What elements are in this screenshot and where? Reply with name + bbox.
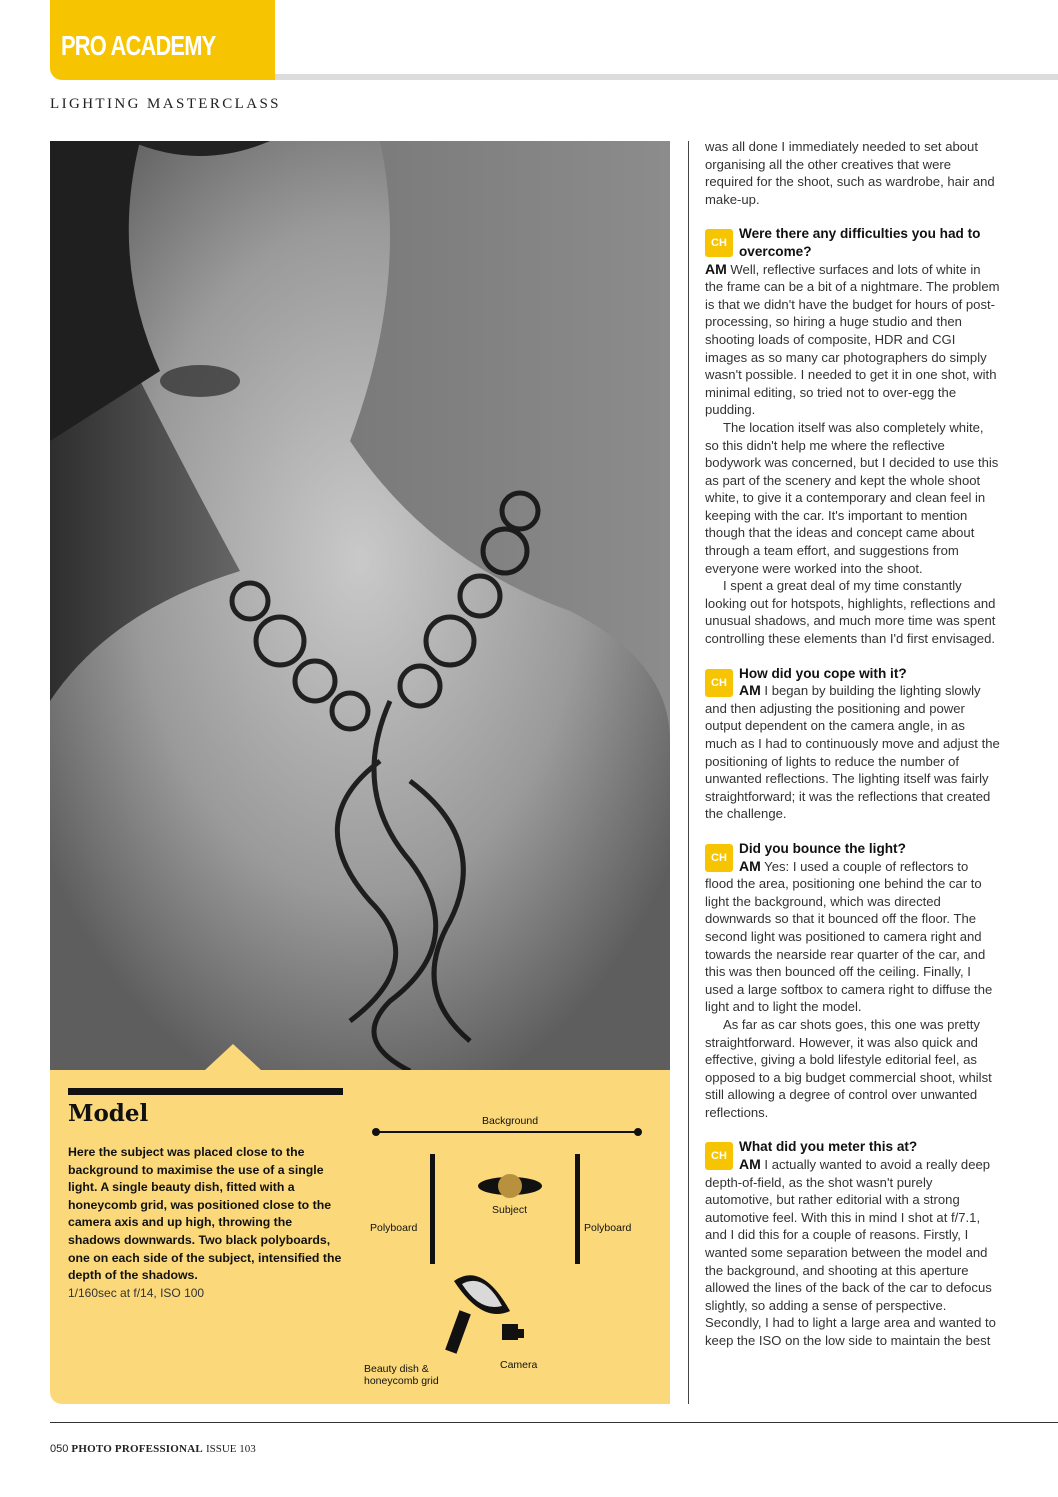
question: How did you cope with it? bbox=[739, 665, 907, 681]
infobox-title: Model bbox=[68, 1100, 149, 1127]
infobox-description: Here the subject was placed close to the background to maximise the use of a single light. A single beauty dish, fitted with a honeycomb grid, was positioned close to the camera axis and up high, throwing the shadows downwards. Two black polyboards, one on each side of the subject, intensified the depth of the shadows. bbox=[68, 1145, 342, 1283]
background-end-left bbox=[372, 1128, 380, 1136]
camera-lens bbox=[518, 1329, 524, 1338]
answer-paragraph: As far as car shots goes, this one was pretty straightforward. However, it was also quick and effective, giving a bold lifestyle editorial feel, as opposed to a big budget commercial shoot, whilst still allowing a degree of control over unwanted reflections. bbox=[705, 1016, 992, 1120]
camera-icon bbox=[502, 1324, 518, 1340]
answer-label: AM bbox=[705, 260, 727, 277]
article-intro: was all done I immediately needed to set about organising all the other creatives that were required for the shoot, such as wardrobe, hair and make-up. bbox=[705, 139, 995, 207]
qa-block bbox=[705, 665, 1000, 823]
answer-label: AM bbox=[739, 682, 761, 699]
qa-block bbox=[705, 1138, 1000, 1349]
diagram-label-polyboard-right: Polyboard bbox=[584, 1222, 632, 1234]
beauty-dish-stand bbox=[445, 1310, 471, 1354]
question: What did you meter this at? bbox=[739, 1139, 918, 1155]
header-rule bbox=[275, 74, 1058, 80]
ch-badge: CH bbox=[705, 669, 733, 697]
model-infobox bbox=[50, 1070, 670, 1404]
answer-paragraph: I spent a great deal of my time constantly looking out for hotspots, highlights, reflections and unusual shadows, and much more time was spent controlling these elements than I'd first envisaged. bbox=[705, 578, 996, 647]
model-photo bbox=[50, 141, 670, 1071]
ch-badge: CH bbox=[705, 1142, 733, 1170]
article-text bbox=[705, 138, 1000, 1350]
ch-badge: CH bbox=[705, 844, 733, 872]
diagram-label-beauty-dish-2: honeycomb grid bbox=[364, 1375, 439, 1387]
polyboard-left bbox=[430, 1154, 435, 1264]
issue-number: ISSUE 103 bbox=[205, 1443, 256, 1455]
lighting-diagram bbox=[362, 1106, 662, 1396]
answer-text: I began by building the lighting slowly and then adjusting the positioning and power output dependent on the camera angle, in as much as I had to continuously move and adjust the positioning of lights to reduce the number of unwanted reflections. The lighting itself was fairly straightforward; it was the reflections that created the challenge. bbox=[705, 683, 1000, 822]
diagram-label-polyboard-left: Polyboard bbox=[370, 1222, 418, 1234]
diagram-label-background: Background bbox=[482, 1115, 539, 1127]
infobox-bar bbox=[68, 1088, 343, 1095]
question: Did you bounce the light? bbox=[739, 840, 906, 856]
answer bbox=[705, 858, 1000, 1016]
answer-paragraph: The location itself was also completely white, so this didn't help me where the reflective bodywork was concerned, but I decided to use this as part of the scenery and kept the whole shoot white, to give it a contemporary and clean feel in keeping with the car. It's important to mention though that the ideas and concept came about through a team effort, and suggestions from everyone were worked into the shoot. bbox=[705, 419, 999, 576]
diagram-label-subject: Subject bbox=[492, 1204, 528, 1216]
subject-head bbox=[498, 1174, 522, 1198]
page-number: 050 bbox=[50, 1443, 69, 1455]
answer bbox=[705, 261, 1000, 419]
section-tab bbox=[50, 0, 275, 80]
background-end-right bbox=[634, 1128, 642, 1136]
page-footer bbox=[50, 1443, 256, 1455]
ch-badge: CH bbox=[705, 229, 733, 257]
section-subtitle: LIGHTING MASTERCLASS bbox=[50, 96, 281, 112]
answer-label: AM bbox=[739, 1156, 761, 1173]
model-photo-illustration bbox=[50, 141, 670, 1071]
question: Were there any difficulties you had to overcome? bbox=[739, 226, 981, 259]
qa-block bbox=[705, 840, 1000, 1122]
diagram-label-beauty-dish-1: Beauty dish & bbox=[364, 1363, 429, 1375]
answer-text: I actually wanted to avoid a really deep depth-of-field, as the shot wasn't purely automotive, but rather editorial with a strong automotive feel. With this in mind I shot at f/7.1, and I did this for a couple of reasons. Firstly, I wanted some separation between the model and the background, and shooting at this aperture allowed the lines of the back of the car to defocus slightly, so adding a sense of perspective. Secondly, I had to light a large area and wanted to keep the ISO on the low side to maintain the best bbox=[705, 1157, 996, 1348]
answer-text: Well, reflective surfaces and lots of white in the frame can be a bit of a nightmare. The problem is that we didn't have the budget for hours of post-processing, so hiring a huge studio and then shooting loads of composite, HDR and CGI images as so many car photographers do simply wasn't possible. I needed to get it in one shot, with minimal editing, so tried not to over-egg the pudding. bbox=[705, 261, 1000, 418]
answer-text: Yes: I used a couple of reflectors to flood the area, positioning one behind the car to light the background, which was directed downwards so that it bounced off the floor. The second light was positioned to camera right and towards the nearside rear quarter of the car, and this was then bounced off the ceiling. Finally, I used a large softbox to camera right to diffuse the light and to light the model. bbox=[705, 858, 993, 1015]
footer-rule bbox=[50, 1422, 1058, 1423]
answer-label: AM bbox=[739, 857, 761, 874]
diagram-label-camera: Camera bbox=[500, 1359, 538, 1371]
answer bbox=[705, 682, 1000, 823]
magazine-name: PHOTO PROFESSIONAL bbox=[71, 1443, 203, 1455]
polyboard-right bbox=[575, 1154, 580, 1264]
exposure-settings: 1/160sec at f/14, ISO 100 bbox=[68, 1286, 205, 1300]
infobox-pointer bbox=[205, 1044, 261, 1070]
answer bbox=[705, 1156, 1000, 1350]
section-title: PRO ACADEMY bbox=[61, 30, 216, 61]
column-rule bbox=[688, 141, 689, 1404]
qa-block bbox=[705, 225, 1000, 647]
